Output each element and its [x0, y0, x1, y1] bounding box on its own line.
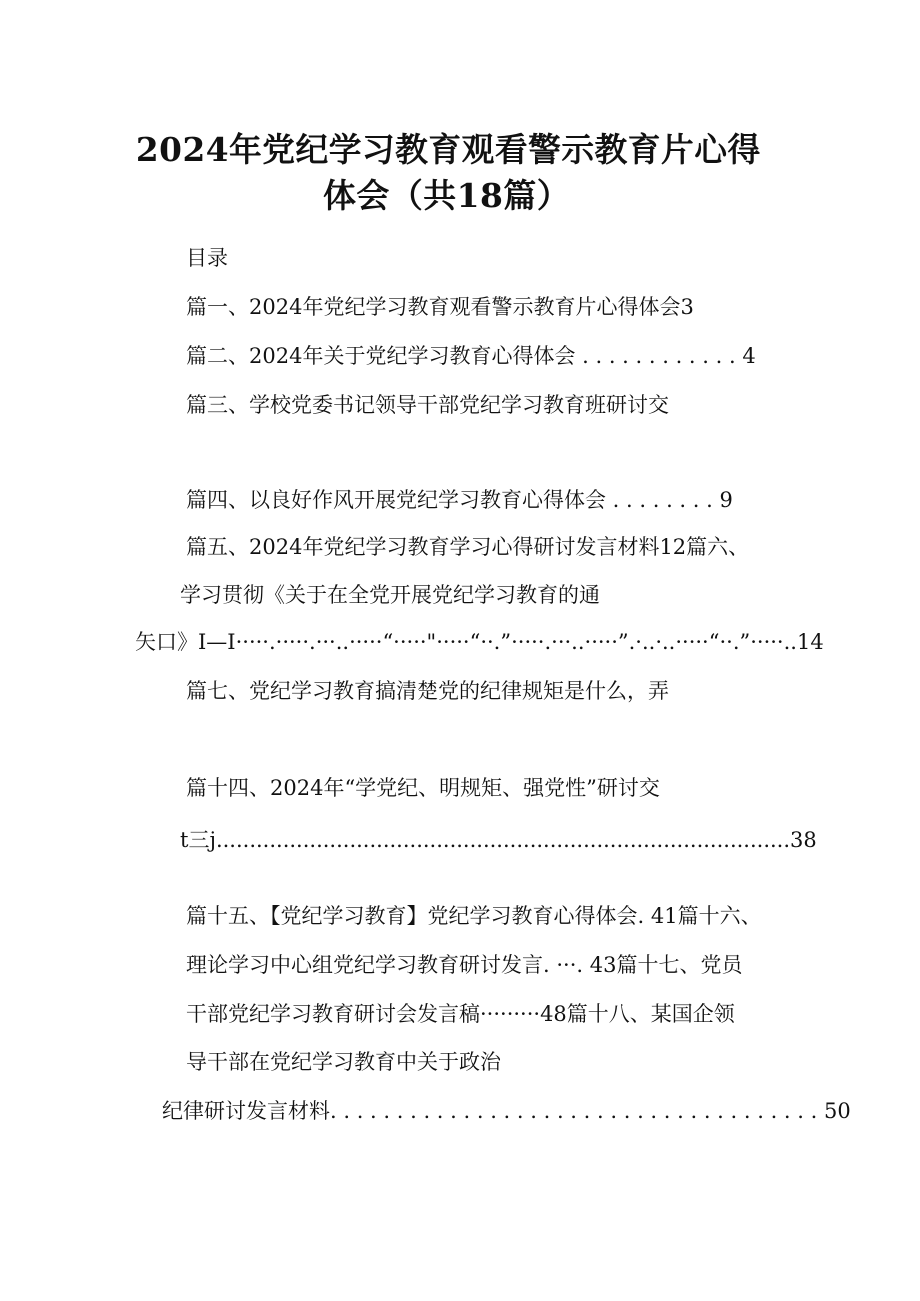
toc-entry-7: 篇七、党纪学习教育搞清楚党的纪律规矩是什么，弄 — [186, 679, 669, 703]
toc-entry-16: 理论学习中心组党纪学习教育研讨发言. ···. 43篇十七、党员 — [186, 953, 743, 977]
document-title-line-1: 2024年党纪学习教育观看警示教育片心得 — [135, 130, 761, 169]
toc-entry-2: 篇二、2024年关于党纪学习教育心得体会 . . . . . . . . . . . . 4 — [186, 344, 756, 368]
toc-entry-6-cont: 矢口》I—I·····.·····.···..·····“·····"·····“··.”·····.···..·····”.·..·..·····“··.”·····..14 — [135, 630, 824, 654]
toc-heading: 目录 — [186, 246, 228, 270]
toc-entry-1: 篇一、2024年党纪学习教育观看警示教育片心得体会3 — [186, 295, 694, 319]
document-title-line-2: 体会（共18篇） — [323, 176, 571, 215]
toc-entry-14-cont: t三j......................................................................................38 — [180, 828, 817, 852]
toc-entry-18-cont: 纪律研讨发言材料. . . . . . . . . . . . . . . . . . . . . . . . . . . . . . . . . . . . . 50 — [162, 1099, 851, 1123]
toc-entry-15: 篇十五、【党纪学习教育】党纪学习教育心得体会. 41篇十六、 — [186, 904, 762, 928]
toc-entry-6: 学习贯彻《关于在全党开展党纪学习教育的通 — [180, 583, 600, 607]
toc-entry-18: 导干部在党纪学习教育中关于政治 — [186, 1050, 501, 1074]
toc-entry-14: 篇十四、2024年“学党纪、明规矩、强党性”研讨交 — [186, 776, 660, 800]
toc-entry-3: 篇三、学校党委书记领导干部党纪学习教育班研讨交 — [186, 393, 669, 417]
toc-entry-17: 干部党纪学习教育研讨会发言稿·········48篇十八、某国企领 — [186, 1002, 735, 1026]
toc-entry-5: 篇五、2024年党纪学习教育学习心得研讨发言材料12篇六、 — [186, 535, 750, 559]
toc-entry-4: 篇四、以良好作风开展党纪学习教育心得体会 . . . . . . . . 9 — [186, 488, 733, 512]
